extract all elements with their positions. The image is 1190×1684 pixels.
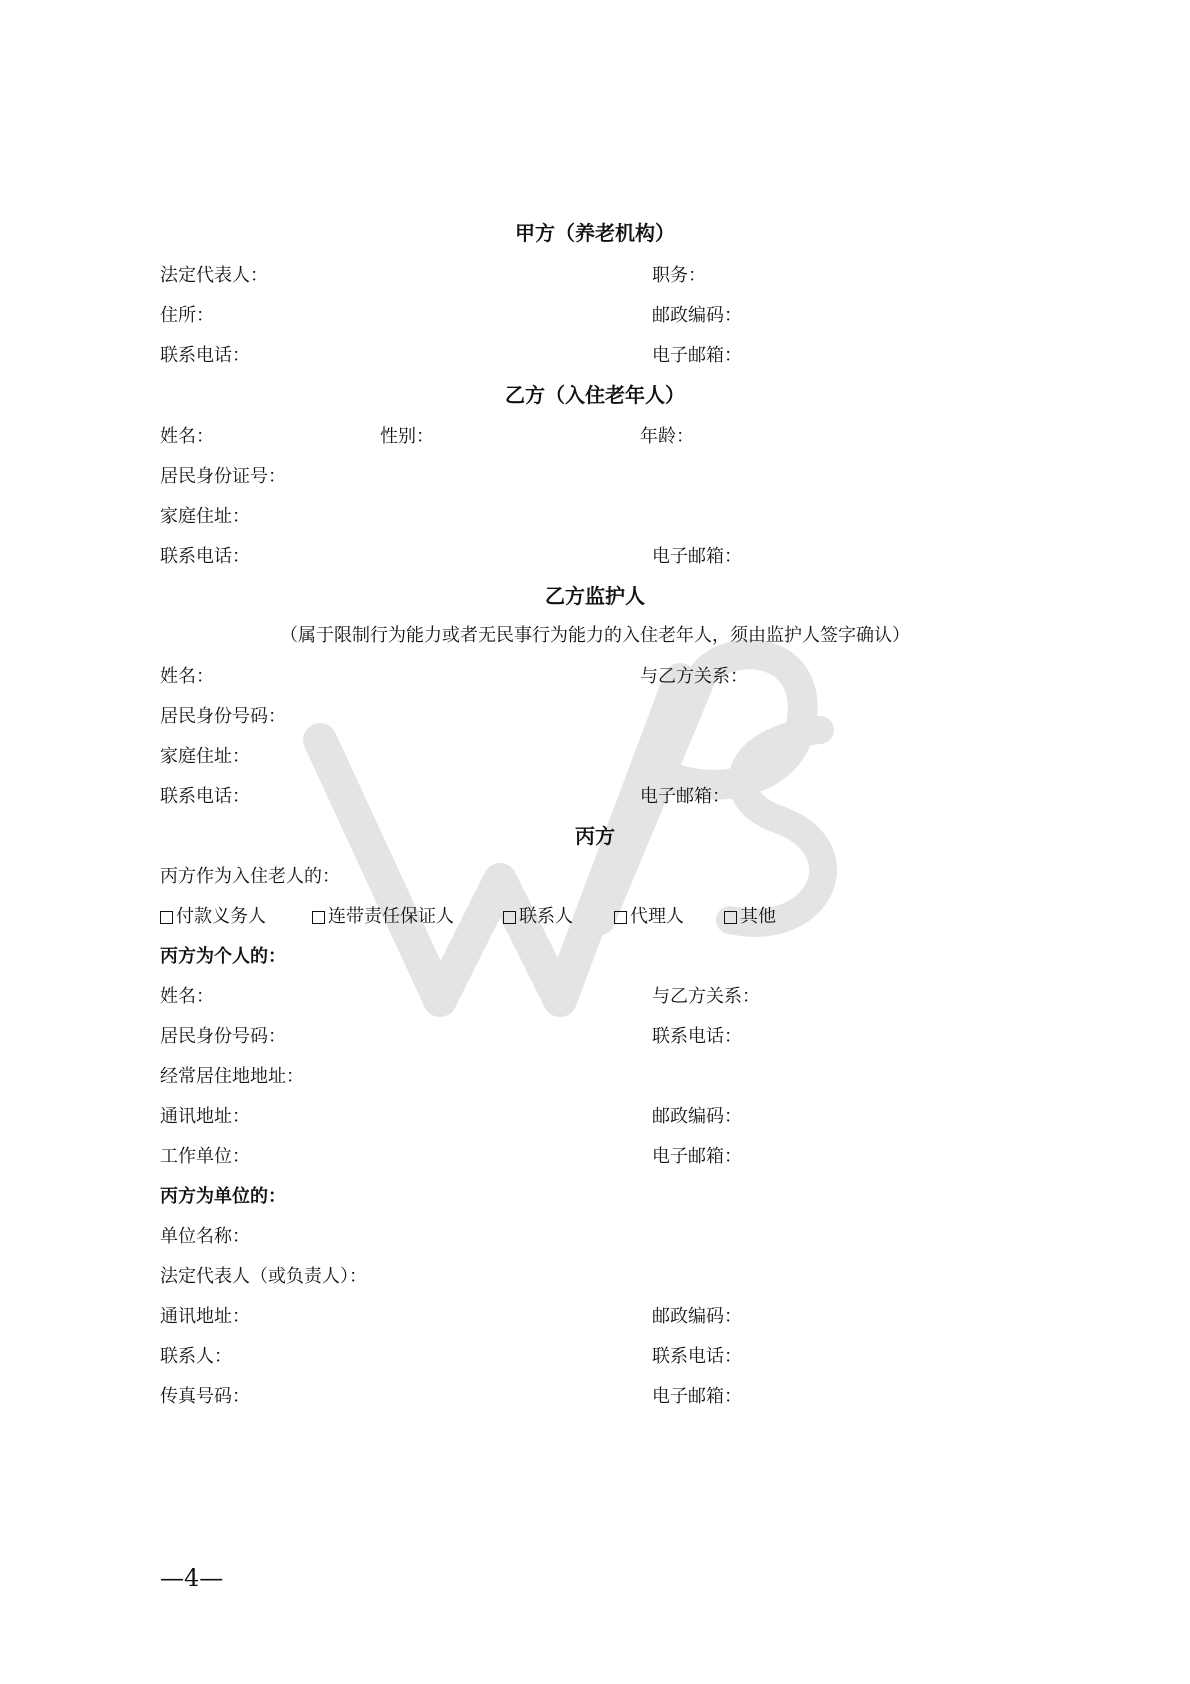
individual-row-3 — [0, 1063, 1190, 1091]
email-label: 电子邮箱： — [652, 345, 742, 366]
individual-row-5 — [0, 1143, 1190, 1171]
residence-label: 经常居住地地址： — [160, 1066, 304, 1087]
name-label: 姓名： — [160, 986, 214, 1007]
party-a-row-3 — [0, 342, 1190, 370]
id-number-label: 居民身份号码： — [160, 706, 286, 727]
checkbox-icon — [160, 911, 173, 924]
role-label: 代理人 — [630, 906, 684, 927]
party-b-heading: 乙方（入住老年人） — [505, 383, 685, 407]
guardian-heading: 乙方监护人 — [545, 584, 645, 608]
id-number-label: 居民身份证号： — [160, 466, 286, 487]
role-checkbox-other[interactable] — [724, 903, 776, 931]
individual-section-title: 丙方为个人的： — [160, 946, 286, 967]
phone-label: 联系电话： — [652, 1026, 742, 1047]
checkbox-icon — [312, 911, 325, 924]
role-checkbox-contact[interactable] — [503, 903, 573, 931]
party-a-row-2 — [0, 302, 1190, 330]
phone-label: 联系电话： — [652, 1346, 742, 1367]
mail-address-label: 通讯地址： — [160, 1106, 250, 1127]
organization-row-4 — [0, 1343, 1190, 1371]
role-checkbox-guarantor[interactable] — [312, 903, 454, 931]
role-label: 连带责任保证人 — [328, 906, 454, 927]
party-a-row-1 — [0, 262, 1190, 290]
mail-address-label: 通讯地址： — [160, 1306, 250, 1327]
checkbox-icon — [503, 911, 516, 924]
guardian-row-1 — [0, 663, 1190, 691]
organization-row-1 — [0, 1223, 1190, 1251]
legal-rep-label: 法定代表人（或负责人）： — [160, 1266, 367, 1287]
postal-code-label: 邮政编码： — [652, 1306, 742, 1327]
home-address-label: 家庭住址： — [160, 506, 250, 527]
party-a-heading: 甲方（养老机构） — [515, 221, 675, 245]
relation-label: 与乙方关系： — [652, 986, 760, 1007]
org-name-label: 单位名称： — [160, 1226, 250, 1247]
organization-section-title: 丙方为单位的： — [160, 1186, 286, 1207]
email-label: 电子邮箱： — [640, 786, 730, 807]
individual-row-4 — [0, 1103, 1190, 1131]
role-label: 其他 — [740, 906, 776, 927]
fax-label: 传真号码： — [160, 1386, 250, 1407]
checkbox-icon — [614, 911, 627, 924]
address-label: 住所： — [160, 305, 214, 326]
party-b-row-4 — [0, 543, 1190, 571]
postal-code-label: 邮政编码： — [652, 305, 742, 326]
role-label: 联系人 — [519, 906, 573, 927]
party-b-row-2 — [0, 463, 1190, 491]
role-checkbox-row — [0, 903, 1190, 931]
individual-row-2 — [0, 1023, 1190, 1051]
role-checkbox-agent[interactable] — [614, 903, 684, 931]
party-c-heading: 丙方 — [575, 824, 615, 848]
name-label: 姓名： — [160, 426, 214, 447]
email-label: 电子邮箱： — [652, 546, 742, 567]
position-label: 职务： — [652, 265, 706, 286]
email-label: 电子邮箱： — [652, 1386, 742, 1407]
guardian-note: （属于限制行为能力或者无民事行为能力的入住老年人，须由监护人签字确认） — [280, 625, 910, 646]
role-label: 付款义务人 — [176, 906, 266, 927]
guardian-row-3 — [0, 743, 1190, 771]
legal-rep-label: 法定代表人： — [160, 265, 268, 286]
checkbox-icon — [724, 911, 737, 924]
organization-row-5 — [0, 1383, 1190, 1411]
contact-label: 联系人： — [160, 1346, 232, 1367]
phone-label: 联系电话： — [160, 546, 250, 567]
individual-row-1 — [0, 983, 1190, 1011]
gender-label: 性别： — [380, 426, 434, 447]
relation-label: 与乙方关系： — [640, 666, 748, 687]
name-label: 姓名： — [160, 666, 214, 687]
home-address-label: 家庭住址： — [160, 746, 250, 767]
email-label: 电子邮箱： — [652, 1146, 742, 1167]
organization-row-3 — [0, 1303, 1190, 1331]
party-b-row-3 — [0, 503, 1190, 531]
organization-row-2 — [0, 1263, 1190, 1291]
party-b-row-1 — [0, 423, 1190, 451]
guardian-row-4 — [0, 783, 1190, 811]
phone-label: 联系电话： — [160, 786, 250, 807]
age-label: 年龄： — [640, 426, 694, 447]
phone-label: 联系电话： — [160, 345, 250, 366]
page-number: —4— — [160, 1564, 224, 1592]
postal-code-label: 邮政编码： — [652, 1106, 742, 1127]
role-intro: 丙方作为入住老人的： — [160, 866, 340, 887]
party-c-intro-row — [0, 863, 1190, 891]
id-number-label: 居民身份号码： — [160, 1026, 286, 1047]
employer-label: 工作单位： — [160, 1146, 250, 1167]
role-checkbox-payer[interactable] — [160, 903, 266, 931]
guardian-row-2 — [0, 703, 1190, 731]
